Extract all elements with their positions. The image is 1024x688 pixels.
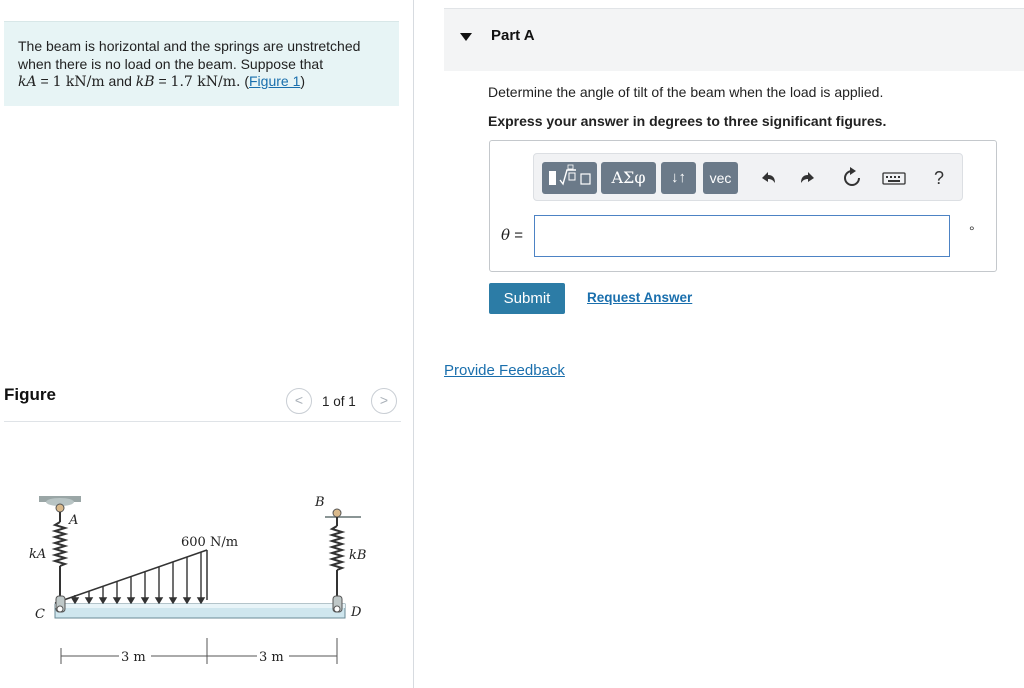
dimension-lines: [61, 638, 337, 664]
answer-input[interactable]: [534, 215, 950, 257]
figure-title: Figure: [4, 385, 56, 404]
fraction-root-icon: [542, 162, 597, 194]
answer-box: [489, 140, 997, 272]
answer-equals: =: [514, 227, 523, 244]
instruction-text: Express your answer in degrees to three significant figures.: [488, 113, 887, 129]
kA-symbol: [18, 74, 37, 90]
right-panel: [414, 0, 1024, 688]
kA-symbol-text: kA: [18, 74, 37, 90]
spring-kB: [332, 517, 342, 596]
template-button[interactable]: [542, 162, 597, 194]
greek-symbols-button[interactable]: ΑΣφ: [601, 162, 656, 194]
label-kB: kB: [349, 548, 367, 563]
vector-button[interactable]: vec: [703, 162, 738, 194]
left-pin: [56, 504, 64, 512]
answer-label: [501, 226, 523, 244]
question-text: Determine the angle of tilt of the beam when the load is applied.: [488, 84, 884, 100]
figure-next-button[interactable]: >: [371, 388, 397, 414]
problem-statement: The beam is horizontal and the springs are unstretched when there is no load on the beam. Suppose that kA = 1 kN/m and kB = 1.7 kN/m. (Figure 1): [4, 21, 399, 106]
right-pin: [333, 509, 341, 517]
math-toolbar: [533, 153, 963, 201]
undo-icon[interactable]: [754, 164, 780, 192]
equals-2: =: [158, 73, 167, 89]
and-word: and: [108, 73, 132, 89]
equals: =: [40, 73, 49, 89]
help-button[interactable]: ?: [933, 168, 944, 188]
load-label: 600 N/m: [181, 535, 239, 550]
figure-link[interactable]: Figure 1: [249, 73, 301, 89]
figure-prev-button[interactable]: <: [286, 388, 312, 414]
figure-counter: 1 of 1: [322, 394, 356, 409]
figure-divider: [4, 421, 401, 422]
request-answer-link[interactable]: Request Answer: [587, 290, 693, 305]
dim-right: 3 m: [259, 650, 284, 665]
label-C: C: [35, 607, 45, 622]
theta-symbol: θ: [501, 226, 511, 244]
degree-unit: °: [969, 223, 975, 239]
label-A: A: [69, 513, 79, 528]
problem-text: The beam is horizontal and the springs are unstretched when there is no load on the beam. Suppose that: [18, 38, 361, 72]
spring-kA: [55, 512, 65, 596]
beam-diagram: [25, 488, 385, 678]
sort-arrows-button[interactable]: ↓↑: [661, 162, 696, 194]
collapse-triangle-icon[interactable]: [460, 33, 472, 41]
provide-feedback-link[interactable]: Provide Feedback: [444, 362, 565, 379]
beam-highlight: [55, 604, 345, 608]
part-title: Part A: [491, 27, 535, 44]
kA-value: 1 kN/m: [52, 74, 105, 90]
label-B: B: [315, 495, 325, 510]
part-header[interactable]: [444, 8, 1024, 71]
dim-left: 3 m: [121, 650, 146, 665]
kB-symbol: kB: [135, 74, 155, 90]
load-arrows: [72, 552, 204, 603]
kB-value: 1.7 kN/m.: [170, 74, 241, 90]
redo-icon[interactable]: [796, 164, 822, 192]
left-panel: [0, 0, 413, 688]
label-D: D: [351, 605, 362, 620]
submit-button[interactable]: Submit: [489, 283, 565, 314]
keyboard-icon[interactable]: [880, 164, 908, 192]
reset-icon[interactable]: [839, 164, 865, 192]
label-kA: kA: [29, 547, 47, 562]
